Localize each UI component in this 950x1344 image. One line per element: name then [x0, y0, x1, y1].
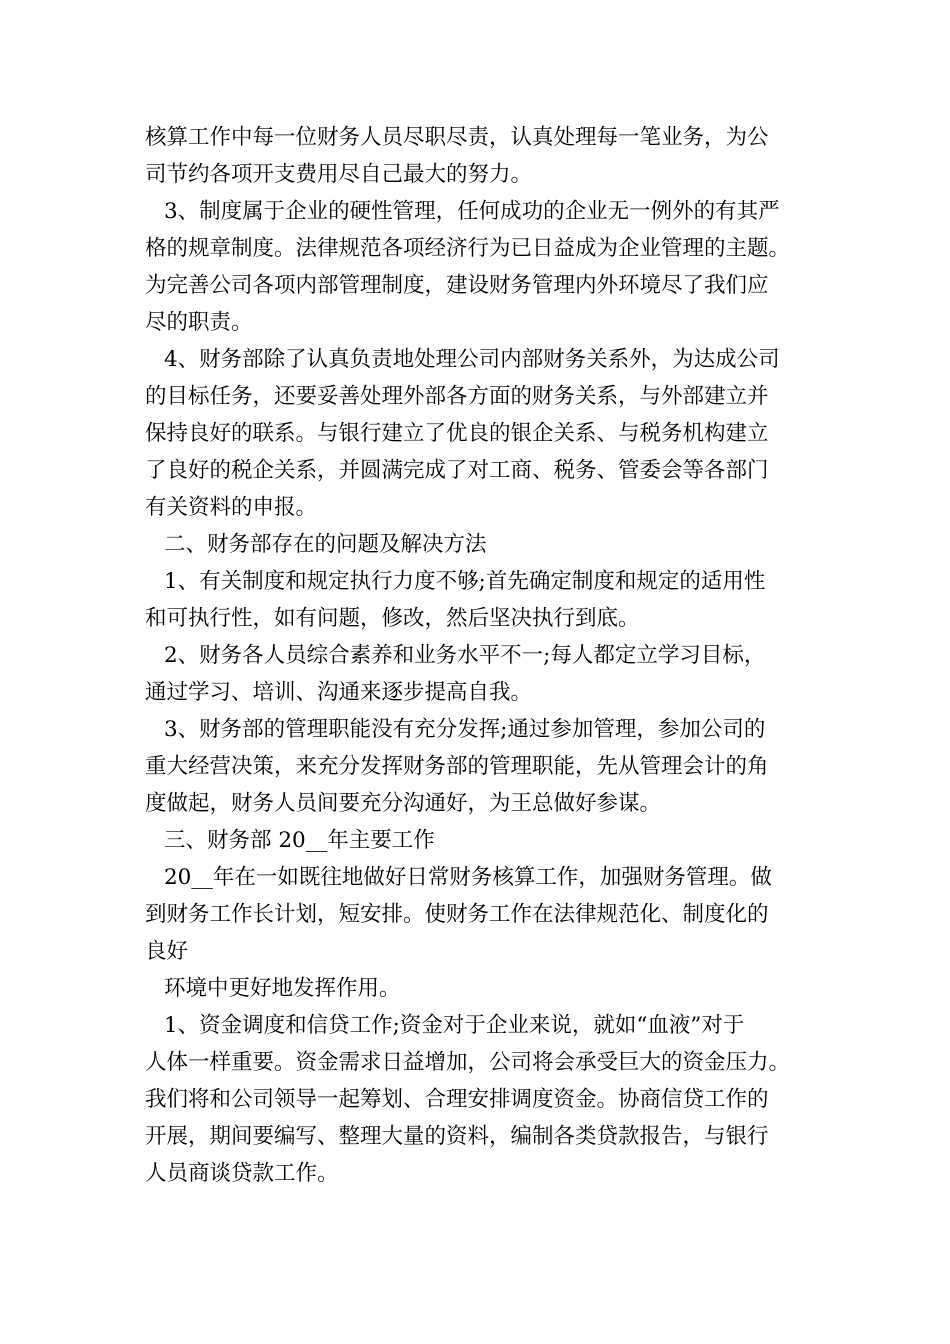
text-line: 为完善公司各项内部管理制度，建设财务管理内外环境尽了我们应	[145, 273, 769, 298]
text-line: 尽的职责。	[145, 310, 253, 335]
text-line: 20__年在一如既往地做好日常财务核算工作，加强财务管理。做	[164, 865, 772, 890]
paragraph	[145, 970, 835, 1007]
text-line: 良好	[145, 939, 189, 964]
text-line: 开展，期间要编写、整理大量的资料，编制各类贷款报告，与银行	[145, 1124, 769, 1149]
text-line: 3、制度属于企业的硬性管理，任何成功的企业无一例外的有其严	[164, 199, 780, 224]
text-line: 核算工作中每一位财务人员尽职尽责，认真处理每一笔业务，为公	[145, 125, 769, 150]
text-line: 1、资金调度和信贷工作;资金对于企业来说，就如“血液”对于	[164, 1013, 745, 1038]
text-line: 人员商谈贷款工作。	[145, 1161, 339, 1186]
text-line: 到财务工作长计划，短安排。使财务工作在法律规范化、制度化的	[145, 902, 769, 927]
paragraph	[145, 859, 835, 970]
text-line: 重大经营决策，来充分发挥财务部的管理职能，先从管理会计的角	[145, 754, 769, 779]
paragraph	[145, 193, 835, 341]
paragraph	[145, 563, 835, 637]
text-line: 有关资料的申报。	[145, 495, 318, 520]
section-heading	[145, 526, 835, 563]
paragraph	[145, 119, 835, 193]
text-line: 人体一样重要。资金需求日益增加，公司将会承受巨大的资金压力。	[145, 1050, 791, 1075]
paragraph	[145, 711, 835, 822]
section-heading-text: 三、财务部 20__年主要工作	[164, 828, 435, 853]
document-body	[145, 119, 835, 1192]
paragraph	[145, 1007, 835, 1192]
paragraph	[145, 341, 835, 526]
text-line: 格的规章制度。法律规范各项经济行为已日益成为企业管理的主题。	[145, 236, 791, 261]
text-line: 司节约各项开支费用尽自己最大的努力。	[145, 162, 533, 187]
text-line: 和可执行性，如有问题，修改，然后坚决执行到底。	[145, 606, 640, 631]
text-line: 保持良好的联系。与银行建立了优良的银企关系、与税务机构建立	[145, 421, 769, 446]
text-line: 1、有关制度和规定执行力度不够;首先确定制度和规定的适用性	[164, 569, 766, 594]
section-heading-text: 二、财务部存在的问题及解决方法	[164, 532, 487, 557]
text-line: 我们将和公司领导一起筹划、合理安排调度资金。协商信贷工作的	[145, 1087, 769, 1112]
text-line: 4、财务部除了认真负责地处理公司内部财务关系外，为达成公司	[164, 347, 780, 372]
text-line: 3、财务部的管理职能没有充分发挥;通过参加管理，参加公司的	[164, 717, 766, 742]
text-line: 环境中更好地发挥作用。	[164, 976, 401, 1001]
text-line: 了良好的税企关系，并圆满完成了对工商、税务、管委会等各部门	[145, 458, 769, 483]
paragraph	[145, 637, 835, 711]
text-line: 度做起，财务人员间要充分沟通好，为王总做好参谋。	[145, 791, 662, 816]
text-line: 通过学习、培训、沟通来逐步提高自我。	[145, 680, 533, 705]
section-heading	[145, 822, 835, 859]
text-line: 2、财务各人员综合素养和业务水平不一;每人都定立学习目标，	[164, 643, 766, 668]
text-line: 的目标任务，还要妥善处理外部各方面的财务关系，与外部建立并	[145, 384, 769, 409]
